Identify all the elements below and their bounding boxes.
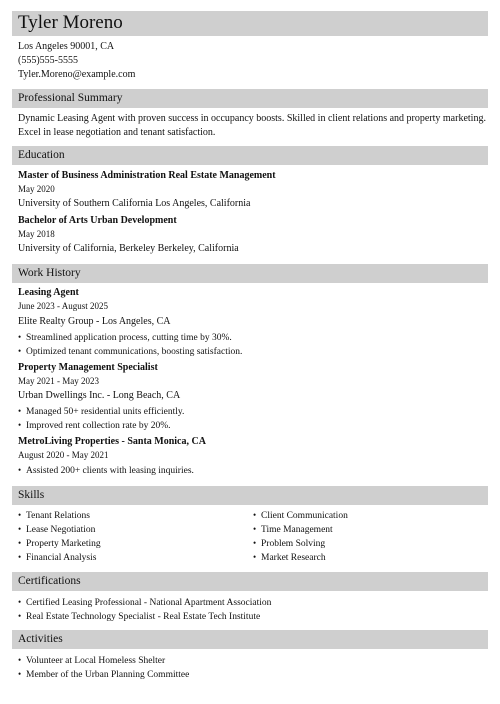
education-section-title: Education (18, 149, 65, 161)
certification-item: • Real Estate Technology Specialist - Real Estate Tech Institute (18, 609, 260, 624)
job-bullet: • Assisted 200+ clients with leasing inquiries. (18, 463, 194, 478)
activities-section-bar (12, 630, 488, 649)
work-section-title: Work History (18, 267, 81, 279)
skill-item: • Lease Negotiation (18, 522, 95, 537)
job-dates: May 2021 - May 2023 (18, 376, 99, 386)
education-degree: Bachelor of Arts Urban Development (18, 215, 177, 226)
job-company: Urban Dwellings Inc. - Long Beach, CA (18, 390, 181, 401)
job-title: Leasing Agent (18, 287, 79, 298)
location: Los Angeles 90001, CA (18, 41, 115, 52)
job-title: Property Management Specialist (18, 362, 158, 373)
activity-item: • Volunteer at Local Homeless Shelter (18, 653, 165, 668)
education-school: University of California, Berkeley Berkeley, California (18, 243, 239, 254)
certifications-section-bar (12, 572, 488, 591)
summary-text: Dynamic Leasing Agent with proven success in occupancy boosts. Skilled in client relations and property marketing. Excel in lease negotiation and tenant satisfaction. (18, 113, 486, 138)
candidate-name: Tyler Moreno (18, 12, 123, 33)
summary-section-title: Professional Summary (18, 92, 123, 104)
job-bullet: • Improved rent collection rate by 20%. (18, 418, 171, 433)
skill-item: • Property Marketing (18, 536, 101, 551)
skill-item: • Time Management (253, 522, 333, 537)
education-date: May 2018 (18, 229, 55, 239)
skill-item: • Financial Analysis (18, 550, 96, 565)
education-date: May 2020 (18, 184, 55, 194)
education-degree: Master of Business Administration Real Estate Management (18, 170, 276, 181)
skill-item: • Market Research (253, 550, 326, 565)
skill-item: • Client Communication (253, 508, 348, 523)
job-bullet: • Managed 50+ residential units efficiently. (18, 404, 184, 419)
job-dates: August 2020 - May 2021 (18, 450, 109, 460)
work-section-bar (12, 264, 488, 283)
job-bullet: • Streamlined application process, cutting time by 30%. (18, 330, 232, 345)
education-section-bar (12, 146, 488, 165)
skill-item: • Problem Solving (253, 536, 325, 551)
skills-section-bar (12, 486, 488, 505)
education-school: University of Southern California Los Angeles, California (18, 198, 251, 209)
job-dates: June 2023 - August 2025 (18, 301, 108, 311)
skill-item: • Tenant Relations (18, 508, 90, 523)
certification-item: • Certified Leasing Professional - National Apartment Association (18, 595, 271, 610)
email: Tyler.Moreno@example.com (18, 69, 136, 80)
job-bullet: • Optimized tenant communications, boosting satisfaction. (18, 344, 242, 359)
job-title: MetroLiving Properties - Santa Monica, CA (18, 436, 206, 447)
skills-section-title: Skills (18, 489, 45, 501)
activity-item: • Member of the Urban Planning Committee (18, 667, 189, 682)
phone: (555)555-5555 (18, 55, 78, 66)
activities-section-title: Activities (18, 633, 63, 645)
certifications-section-title: Certifications (18, 575, 81, 587)
job-company: Elite Realty Group - Los Angeles, CA (18, 316, 171, 327)
